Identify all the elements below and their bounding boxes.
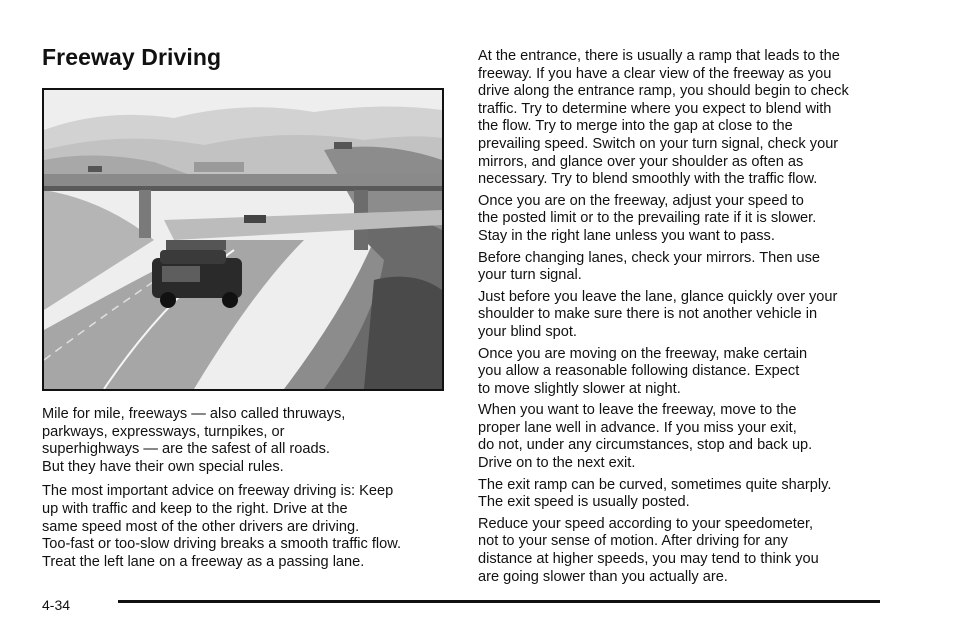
paragraph: Before changing lanes, check your mirrors. Then use your turn signal. [478, 249, 821, 284]
paragraph: Once you are moving on the freeway, make certain you allow a reasonable following distance. Expect to move slightly slower at night. [478, 345, 808, 397]
paragraph: Mile for mile, freeways — also called thruways, parkways, expressways, turnpikes, or superhighways — are the safest of all roads. But they have their own special rules. [42, 406, 346, 475]
paragraph: The most important advice on freeway driving is: Keep up with traffic and keep to the right. Drive at the same speed most of the other drivers are driving. Too-fast or too-slow driving breaks a smooth traffic flow. Treat the left lane on a freeway as a passing lane. [42, 483, 402, 570]
footer-rule [118, 600, 880, 603]
page-title: Freeway Driving [42, 44, 222, 70]
left-column [42, 406, 452, 578]
paragraph: When you want to leave the freeway, move to the proper lane well in advance. If you miss your exit, do not, under any circumstances, stop and back up. Drive on to the next exit. [478, 402, 813, 472]
paragraph: Just before you leave the lane, glance quickly over your shoulder to make sure there is not another vehicle in your blind spot. [478, 288, 838, 340]
paragraph: At the entrance, there is usually a ramp that leads to the freeway. If you have a clear view of the freeway as you drive along the entrance ramp, you should begin to check traffic. Try to determine where you expect to blend with the flow. Try to merge into the gap at close to the prevailing speed. Switch on your turn signal, check your mirrors, and glance over your shoulder as often as necessary. Try to blend smoothly with the traffic flow. [478, 48, 849, 188]
paragraph: Once you are on the freeway, adjust your speed to the posted limit or to the prevailing rate if it is slower. Stay in the right lane unless you want to pass. [478, 192, 817, 244]
page-number: 4-34 [42, 597, 71, 613]
right-column [478, 48, 888, 590]
freeway-entrance-illustration [42, 88, 444, 391]
paragraph: The exit ramp can be curved, sometimes quite sharply. The exit speed is usually posted. [478, 476, 832, 511]
paragraph: Reduce your speed according to your speedometer, not to your sense of motion. After driving for any distance at higher speeds, you may tend to think you are going slower than you actually are. [478, 515, 819, 585]
